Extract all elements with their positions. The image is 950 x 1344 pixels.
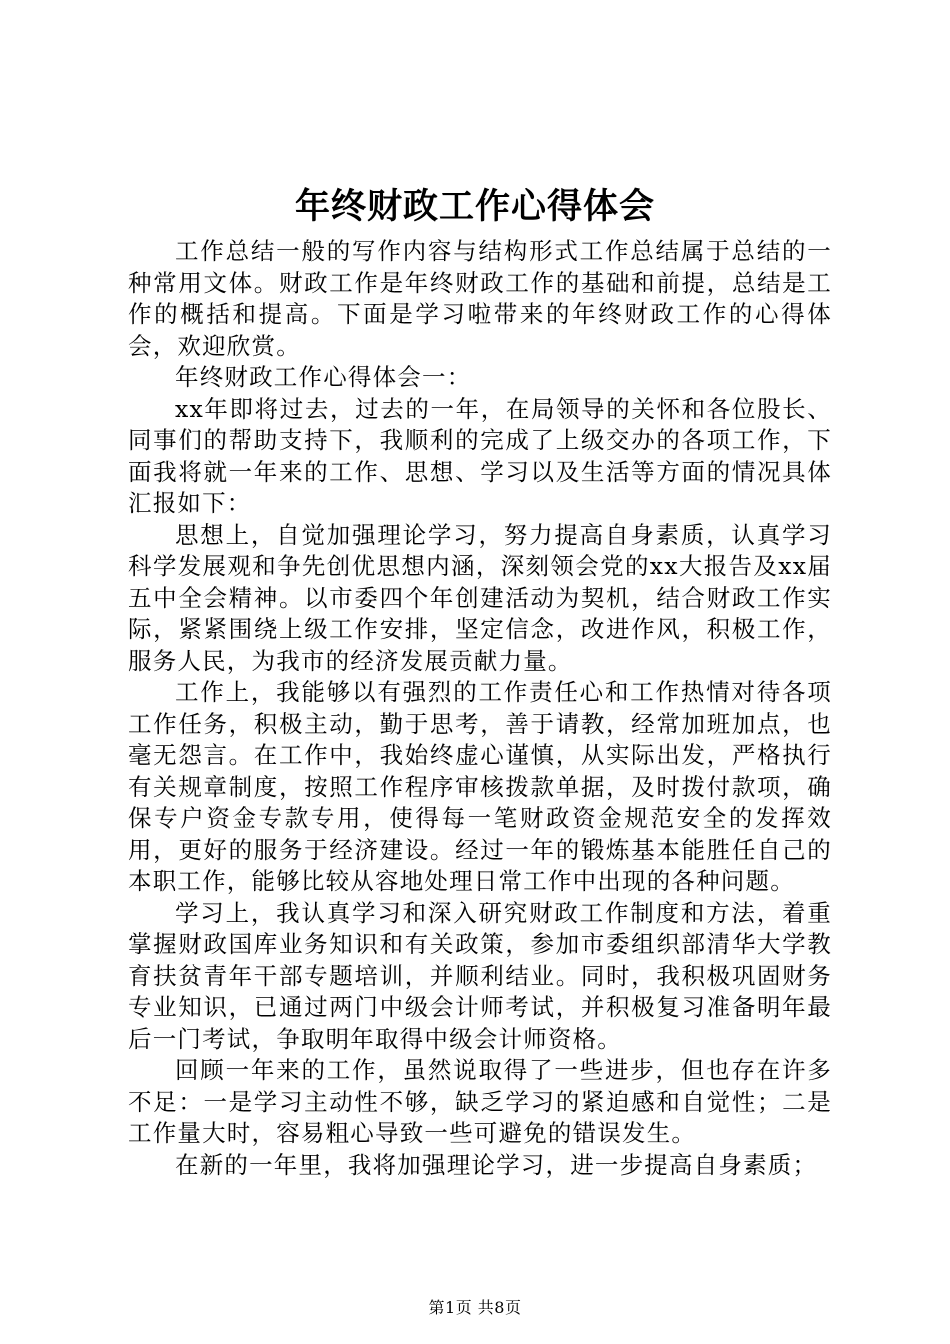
paragraph-opening: xx年即将过去，过去的一年，在局领导的关怀和各位股长、同事们的帮助支持下，我顺利的完成了上级交办的各项工作，下面我将就一年来的工作、思想、学习以及生活等方面的情况具体汇报如下：: [128, 394, 832, 517]
document-title: 年终财政工作心得体会: [294, 187, 655, 227]
page-number-footer: 第1页 共8页: [428, 1298, 522, 1317]
paragraph-thought: 思想上，自觉加强理论学习，努力提高自身素质，认真学习科学发展观和争先创优思想内涵，深刻领会党的xx大报告及xx届五中全会精神。以市委四个年创建活动为契机，结合财政工作实际，紧紧围绕上级工作安排，坚定信念，改进作风，积极工作，服务人民，为我市的经济发展贡献力量。: [128, 520, 832, 675]
paragraph-work: 工作上，我能够以有强烈的工作责任心和工作热情对待各项工作任务，积极主动，勤于思考，善于请教，经常加班加点，也毫无怨言。在工作中，我始终虚心谨慎，从实际出发，严格执行有关规章制度，按照工作程序审核拨款单据，及时拨付款项，确保专户资金专款专用，使得每一笔财政资金规范安全的发挥效用，更好的服务于经济建设。经过一年的锻炼基本能胜任自己的本职工作，能够比较从容地处理日常工作中出现的各种问题。: [128, 678, 832, 895]
paragraph-section-heading: 年终财政工作心得体会一：: [175, 363, 472, 391]
document-body: [128, 236, 832, 1181]
paragraph-review: 回顾一年来的工作，虽然说取得了一些进步，但也存在许多不足：一是学习主动性不够，缺乏学习的紧迫感和自觉性；二是工作量大时，容易粗心导致一些可避免的错误发生。: [128, 1056, 832, 1147]
paragraph-intro: 工作总结一般的写作内容与结构形式工作总结属于总结的一种常用文体。财政工作是年终财政工作的基础和前提，总结是工作的概括和提高。下面是学习啦带来的年终财政工作的心得体会，欢迎欣赏。: [128, 237, 832, 360]
paragraph-next-year: 在新的一年里，我将加强理论学习，进一步提高自身素质；: [175, 1150, 818, 1179]
paragraph-study: 学习上，我认真学习和深入研究财政工作制度和方法，着重掌握财政国库业务知识和有关政策，参加市委组织部清华大学教育扶贫青年干部专题培训，并顺利结业。同时，我积极巩固财务专业知识，已通过两门中级会计师考试，并积极复习准备明年最后一门考试，争取明年取得中级会计师资格。: [128, 898, 832, 1053]
